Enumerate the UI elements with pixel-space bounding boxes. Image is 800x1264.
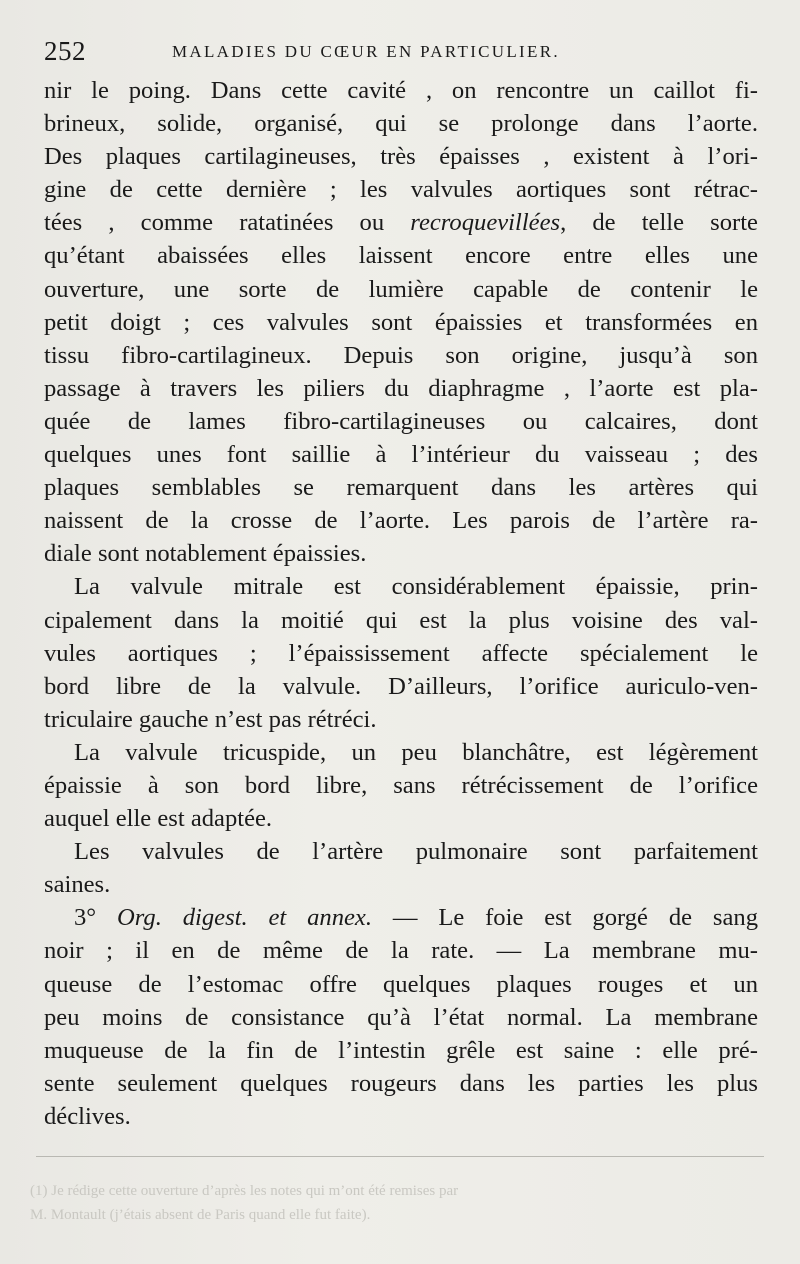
text-line: nir le poing. Dans cette cavité , on rencontre un caillot fi- [44,77,758,104]
text-line: gine de cette dernière ; les valvules aortiques sont rétrac- [44,176,758,204]
text-line: quée de lames fibro-cartilagineuses ou calcaires, dont [44,407,758,435]
text-line: ouverture, une sorte de lumière capable de contenir le [44,275,758,303]
text-line: muqueuse de la fin de l’intestin grêle est saine : elle pré- [44,1036,758,1064]
text-line: brineux, solide, organisé, qui se prolonge dans l’aorte. [44,110,758,138]
text-line: déclives. [44,1102,131,1130]
text-line: La valvule tricuspide, un peu blanchâtre, est légèrement [74,738,758,766]
bleed-through-text: (1) Je rédige cette ouverture d’après les notes qui m’ont été remises par [30,1183,459,1199]
text-line: naissent de la crosse de l’aorte. Les parois de l’artère ra- [44,507,758,535]
text-line: épaissie à son bord libre, sans rétrécissement de l’orifice [44,771,758,799]
text-line: Des plaques cartilagineuses, très épaisses , existent à l’ori- [44,143,758,171]
text-line: tissu fibro-cartilagineux. Depuis son origine, jusqu’à son [44,341,758,369]
text-line: cipalement dans la moitié qui est la plus voisine des val- [44,606,758,634]
section-title-italic: Org. digest. et annex. [117,904,372,932]
page-header [44,36,764,64]
text-line: qu’étant abaissées elles laissent encore entre elles une [44,242,758,270]
running-head: MALADIES DU CŒUR EN PARTICULIER. [172,42,560,61]
text-line-with-italic [44,901,758,934]
text-line: vules aortiques ; l’épaississement affecte spécialement le [44,639,758,667]
text-line: petit doigt ; ces valvules sont épaissies et transformées en [44,308,758,336]
italic-word: recroquevillées [410,209,561,237]
text-line: auquel elle est adaptée. [44,805,273,833]
body-text [44,74,758,1133]
text-line: noir ; il en de même de la rate. — La membrane mu- [44,937,758,965]
text-fragment: tées , comme ratatinées ou [44,209,411,237]
text-line: passage à travers les piliers du diaphragme , l’aorte est pla- [44,374,758,402]
section-number: 3° [74,904,117,932]
text-line: peu moins de consistance qu’à l’état normal. La membrane [44,1003,758,1031]
text-line: La valvule mitrale est considérablement épaissie, prin- [74,573,758,601]
footnote-divider [36,1156,764,1157]
text-fragment: — Le foie est gorgé de sang [371,904,758,932]
text-line: sente seulement quelques rougeurs dans les parties les plus [44,1069,758,1097]
text-line: saines. [44,871,111,899]
text-line: plaques semblables se remarquent dans les artères qui [44,474,758,502]
text-line: triculaire gauche n’est pas rétréci. [44,705,377,733]
text-fragment: , de telle sorte [560,209,758,237]
text-line: Les valvules de l’artère pulmonaire sont parfaitement [74,838,758,866]
text-line: bord libre de la valvule. D’ailleurs, l’orifice auriculo-ven- [44,672,758,700]
page-number: 252 [44,36,86,66]
text-line: quelques unes font saillie à l’intérieur du vaisseau ; des [44,441,758,469]
text-line: diale sont notablement épaissies. [44,540,367,568]
bleed-through-text: M. Montault (j’étais absent de Paris quand elle fut faite). [30,1207,371,1223]
text-line: queuse de l’estomac offre quelques plaques rouges et un [44,970,758,998]
text-line-with-italic [44,206,758,239]
